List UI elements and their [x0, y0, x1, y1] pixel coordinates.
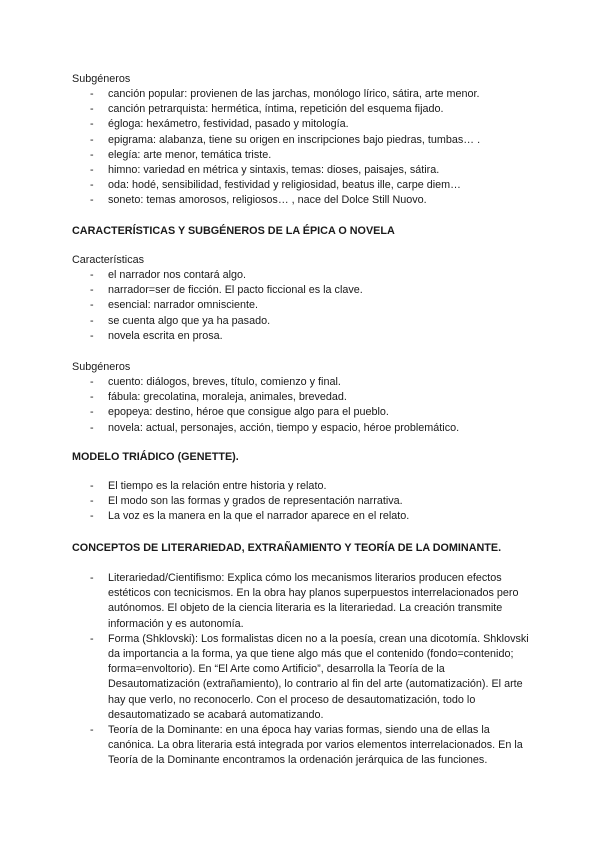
list-item-text: Teoría de la Dominante: en una época hay varias formas, siendo una de ellas la canónica. La obra literaria está integrada por varios elementos interrelacionados. En la Teoría de la Dominante encontramos la ordenación jerárquica de las funciones. — [108, 724, 523, 767]
list-item — [72, 329, 532, 344]
list-item — [72, 421, 532, 436]
list-item — [72, 283, 532, 298]
list-item — [72, 494, 532, 509]
concepts-section — [72, 541, 542, 556]
epic-subgenres-block — [72, 360, 532, 436]
list-item — [72, 390, 532, 405]
epic-features-block — [72, 253, 532, 344]
epic-section — [72, 224, 532, 239]
lyric-subgenres-section — [72, 72, 532, 209]
list-item-text: fábula: grecolatina, moraleja, animales, brevedad. — [108, 391, 347, 404]
list-item-text: El modo son las formas y grados de representación narrativa. — [108, 495, 403, 508]
genette-list — [72, 479, 532, 525]
bullet-dash: - — [90, 376, 94, 388]
bullet-dash: - — [90, 421, 94, 434]
epic-features-label: Características — [72, 254, 144, 266]
epic-subgenres-label: Subgéneros — [72, 361, 131, 373]
concepts-section-heading: CONCEPTOS DE LITERARIEDAD, EXTRAÑAMIENTO Y TEORÍA DE LA DOMINANTE. — [72, 542, 502, 554]
list-item-text: Forma (Shklovski): Los formalistas dicen no a la poesía, crean una dicotomía. Shklovski da importancia a la forma, ya que tiene algo más que el contenido (fondo=contenido; forma=envoltorio). En “El Arte como Artificio”, desarrolla la Teoría de la Desautomatización (extrañamiento), lo contrario al fin del arte (automatización). El arte hay que verlo, no reconocerlo. Con el proceso de desautomatización, todo lo desautomatizado se acabará automatizando. — [108, 632, 529, 721]
list-item — [72, 632, 542, 723]
list-item — [72, 178, 532, 193]
list-item — [72, 102, 532, 117]
list-item-text: Literariedad/Cientifismo: Explica cómo los mecanismos literarios producen efectos estéticos con tecnicismos. En la obra hay planos superpuestos interrelacionados pero autónomos. El objeto de la ciencia literaria es la literariedad. La creación transmite información y es autonomía. — [108, 572, 519, 630]
list-item — [72, 117, 532, 132]
list-item-text: epopeya: destino, héroe que consigue algo para el pueblo. — [108, 406, 389, 419]
list-item — [72, 148, 532, 163]
list-item-text: se cuenta algo que ya ha pasado. — [108, 314, 271, 327]
epic-subgenres-list — [72, 375, 532, 436]
list-item-text: elegía: arte menor, temática triste. — [108, 148, 272, 161]
epic-section-heading: CARACTERÍSTICAS Y SUBGÉNEROS DE LA ÉPICA O NOVELA — [72, 225, 395, 237]
list-item-text: esencial: narrador omnisciente. — [108, 299, 259, 312]
bullet-dash: - — [90, 329, 94, 342]
bullet-dash: - — [90, 179, 94, 192]
concepts-list — [72, 571, 542, 769]
list-item — [72, 298, 532, 313]
list-item — [72, 133, 532, 148]
epic-features-list — [72, 268, 532, 344]
list-item-text: oda: hodé, sensibilidad, festividad y religiosidad, beatus ille, carpe diem… — [108, 179, 461, 192]
bullet-dash: - — [90, 133, 94, 146]
list-item-text: La voz es la manera en la que el narrador aparece en el relato. — [108, 510, 410, 523]
list-item — [72, 375, 532, 390]
bullet-dash: - — [90, 510, 94, 523]
list-item — [72, 509, 532, 524]
list-item-text: soneto: temas amorosos, religiosos… , nace del Dolce Still Nuovo. — [108, 194, 427, 207]
bullet-dash: - — [90, 724, 94, 737]
bullet-dash: - — [90, 88, 94, 100]
list-item-text: novela: actual, personajes, acción, tiempo y espacio, héroe problemático. — [108, 421, 460, 434]
list-item — [72, 723, 542, 769]
list-item-text: narrador=ser de ficción. El pacto ficcional es la clave. — [108, 284, 363, 297]
list-item-text: himno: variedad en métrica y sintaxis, temas: dioses, paisajes, sátira. — [108, 164, 440, 177]
bullet-dash: - — [90, 118, 94, 131]
bullet-dash: - — [90, 632, 94, 645]
list-item — [72, 314, 532, 329]
bullet-dash: - — [90, 299, 94, 312]
list-item-text: el narrador nos contará algo. — [108, 269, 247, 281]
bullet-dash: - — [90, 148, 94, 161]
bullet-dash: - — [90, 314, 94, 327]
list-item — [72, 479, 532, 494]
list-item — [72, 87, 532, 102]
list-item — [72, 571, 542, 632]
bullet-dash: - — [90, 164, 94, 177]
lyric-subgenres-label: Subgéneros — [72, 73, 131, 85]
bullet-dash: - — [90, 391, 94, 404]
list-item-text: égloga: hexámetro, festividad, pasado y mitología. — [108, 118, 349, 131]
bullet-dash: - — [90, 269, 94, 281]
genette-section-heading: MODELO TRIÁDICO (GENETTE). — [72, 451, 239, 463]
list-item — [72, 405, 532, 420]
list-item-text: canción petrarquista: hermética, íntima, repetición del esquema fijado. — [108, 103, 444, 116]
list-item-text: novela escrita en prosa. — [108, 329, 223, 342]
list-item-text: cuento: diálogos, breves, título, comienzo y final. — [108, 376, 341, 388]
bullet-dash: - — [90, 495, 94, 508]
list-item-text: El tiempo es la relación entre historia y relato. — [108, 480, 327, 492]
list-item-text: epigrama: alabanza, tiene su origen en inscripciones bajo piedras, tumbas… . — [108, 133, 481, 146]
bullet-dash: - — [90, 194, 94, 207]
list-item — [72, 163, 532, 178]
list-item — [72, 268, 532, 283]
lyric-subgenres-list — [72, 87, 532, 209]
bullet-dash: - — [90, 406, 94, 419]
bullet-dash: - — [90, 480, 94, 492]
concepts-block — [72, 571, 542, 769]
bullet-dash: - — [90, 103, 94, 116]
genette-block — [72, 479, 532, 525]
list-item-text: canción popular: provienen de las jarchas, monólogo lírico, sátira, arte menor. — [108, 88, 480, 100]
genette-section — [72, 450, 532, 465]
list-item — [72, 193, 532, 208]
bullet-dash: - — [90, 572, 94, 584]
bullet-dash: - — [90, 284, 94, 297]
